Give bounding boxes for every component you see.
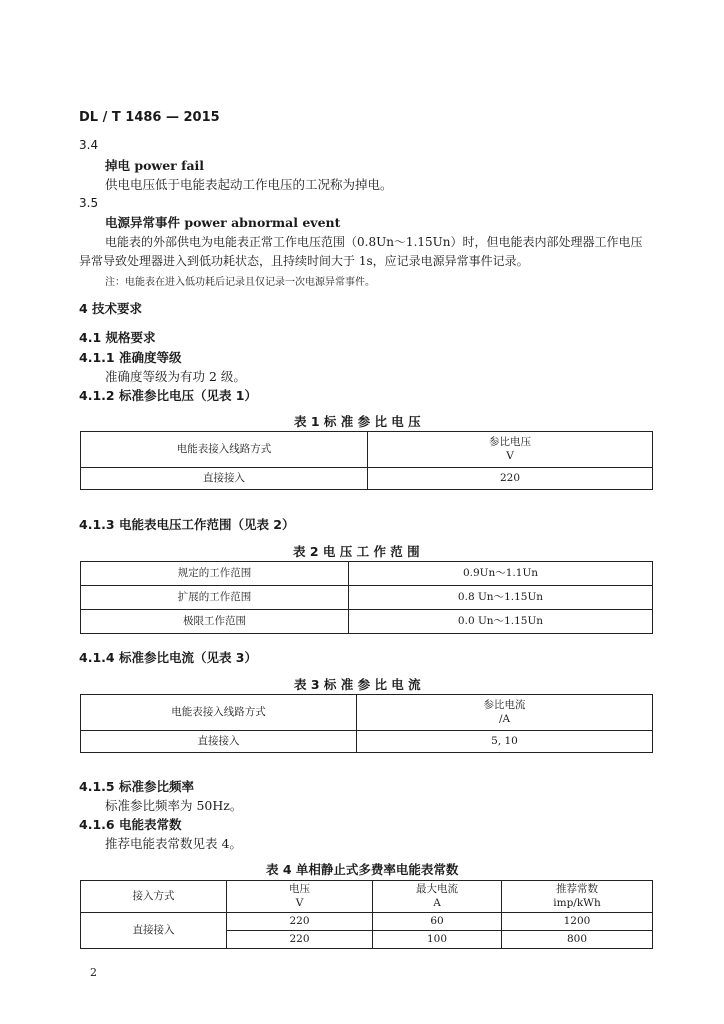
clause-number-3-5: 3.5 — [79, 196, 99, 210]
table-4-cell-constant: 1200 — [502, 913, 653, 931]
table-3-cell-mode: 直接接入 — [81, 731, 357, 753]
table-2-range-name: 极限工作范围 — [81, 610, 349, 634]
table-2-range-name: 扩展的工作范围 — [81, 586, 349, 610]
table-3-header-mode: 电能表接入线路方式 — [81, 695, 357, 731]
table-4-cell-voltage: 220 — [227, 931, 373, 949]
section-4-1-6-text: 推荐电能表常数见表 4。 — [105, 836, 242, 851]
table-4-cell-constant: 800 — [502, 931, 653, 949]
table-1-header-voltage-unit: V — [506, 449, 514, 462]
table-3-header-current — [357, 695, 653, 731]
table-1-cell-voltage: 220 — [368, 468, 653, 490]
table-4-cell-current: 100 — [373, 931, 502, 949]
table-1-cell-mode: 直接接入 — [81, 468, 368, 490]
table-2-row — [81, 562, 653, 586]
clause-number-3-4: 3.4 — [79, 138, 99, 152]
table-2-row — [81, 586, 653, 610]
definition-power-abnormal-line-1: 电能表的外部供电为电能表正常工作电压范围（0.8Un～1.15Un）时，但电能表内部处理器工作电压 — [105, 235, 643, 249]
table-4-header-current-unit: A — [433, 896, 441, 909]
table-2-range-value: 0.9Un～1.1Un — [349, 562, 653, 586]
table-4-cell-current: 60 — [373, 913, 502, 931]
table-3-caption: 表 3 标 准 参 比 电 流 — [294, 677, 421, 692]
section-4-1-5-text: 标准参比频率为 50Hz。 — [105, 798, 243, 813]
table-row — [81, 913, 653, 931]
table-4-header-voltage-label: 电压 — [289, 883, 310, 896]
note-power-abnormal: 注：电能表在进入低功耗后记录且仅记录一次电源异常事件。 — [105, 277, 375, 288]
table-4-header-constant — [502, 881, 653, 913]
section-4-1-4-title: 4.1.4 标准参比电流（见表 3） — [79, 650, 257, 665]
section-4-1-1-text: 准确度等级为有功 2 级。 — [105, 369, 246, 384]
section-4-1-1-title: 4.1.1 准确度等级 — [79, 350, 182, 365]
table-1-header-voltage — [368, 432, 653, 468]
table-3-header-current-label: 参比电流 — [483, 699, 526, 712]
table-4-header-mode: 接入方式 — [81, 881, 227, 913]
standard-number: DL / T 1486 — 2015 — [79, 110, 220, 125]
section-4-1-3-title: 4.1.3 电能表电压工作范围（见表 2） — [79, 517, 295, 532]
table-2 — [80, 561, 653, 634]
table-1-header-mode: 电能表接入线路方式 — [81, 432, 368, 468]
section-4-1-2-title: 4.1.2 标准参比电压（见表 1） — [79, 388, 257, 403]
table-4-header-current — [373, 881, 502, 913]
table-3 — [80, 694, 653, 753]
table-4-header-voltage-unit: V — [295, 896, 304, 909]
table-4-header-constant-label: 推荐常数 — [556, 883, 598, 896]
section-4-1-5-title: 4.1.5 标准参比频率 — [79, 779, 194, 794]
term-power-abnormal-event: 电源异常事件 power abnormal event — [105, 215, 341, 230]
table-4-cell-mode: 直接接入 — [81, 913, 227, 949]
table-1 — [80, 431, 653, 490]
definition-power-fail: 供电电压低于电能表起动工作电压的工况称为掉电。 — [105, 177, 393, 192]
section-4-title: 4 技术要求 — [79, 301, 143, 316]
definition-power-abnormal-line-2: 异常导致处理器进入到低功耗状态，且持续时间大于 1s，应记录电源异常事件记录。 — [79, 254, 529, 268]
table-4-caption: 表 4 单相静止式多费率电能表常数 — [266, 862, 459, 877]
table-1-caption: 表 1 标 准 参 比 电 压 — [294, 414, 421, 429]
term-power-fail: 掉电 power fail — [105, 158, 205, 173]
page-number: 2 — [90, 966, 97, 979]
table-4-header-constant-unit: imp/kWh — [553, 896, 601, 909]
table-1-header-voltage-label: 参比电压 — [489, 436, 531, 449]
table-2-range-name: 规定的工作范围 — [81, 562, 349, 586]
table-4-header-current-label: 最大电流 — [416, 883, 458, 896]
section-4-1-title: 4.1 规格要求 — [79, 330, 156, 345]
table-3-header-current-unit: /A — [498, 712, 511, 725]
table-4 — [80, 880, 653, 949]
table-2-range-value: 0.0 Un～1.15Un — [349, 610, 653, 634]
table-2-caption: 表 2 电 压 工 作 范 围 — [293, 544, 420, 559]
table-4-cell-voltage: 220 — [227, 913, 373, 931]
table-3-cell-current: 5, 10 — [357, 731, 653, 753]
table-2-range-value: 0.8 Un～1.15Un — [349, 586, 653, 610]
section-4-1-6-title: 4.1.6 电能表常数 — [79, 817, 182, 832]
table-4-header-voltage — [227, 881, 373, 913]
table-2-row — [81, 610, 653, 634]
